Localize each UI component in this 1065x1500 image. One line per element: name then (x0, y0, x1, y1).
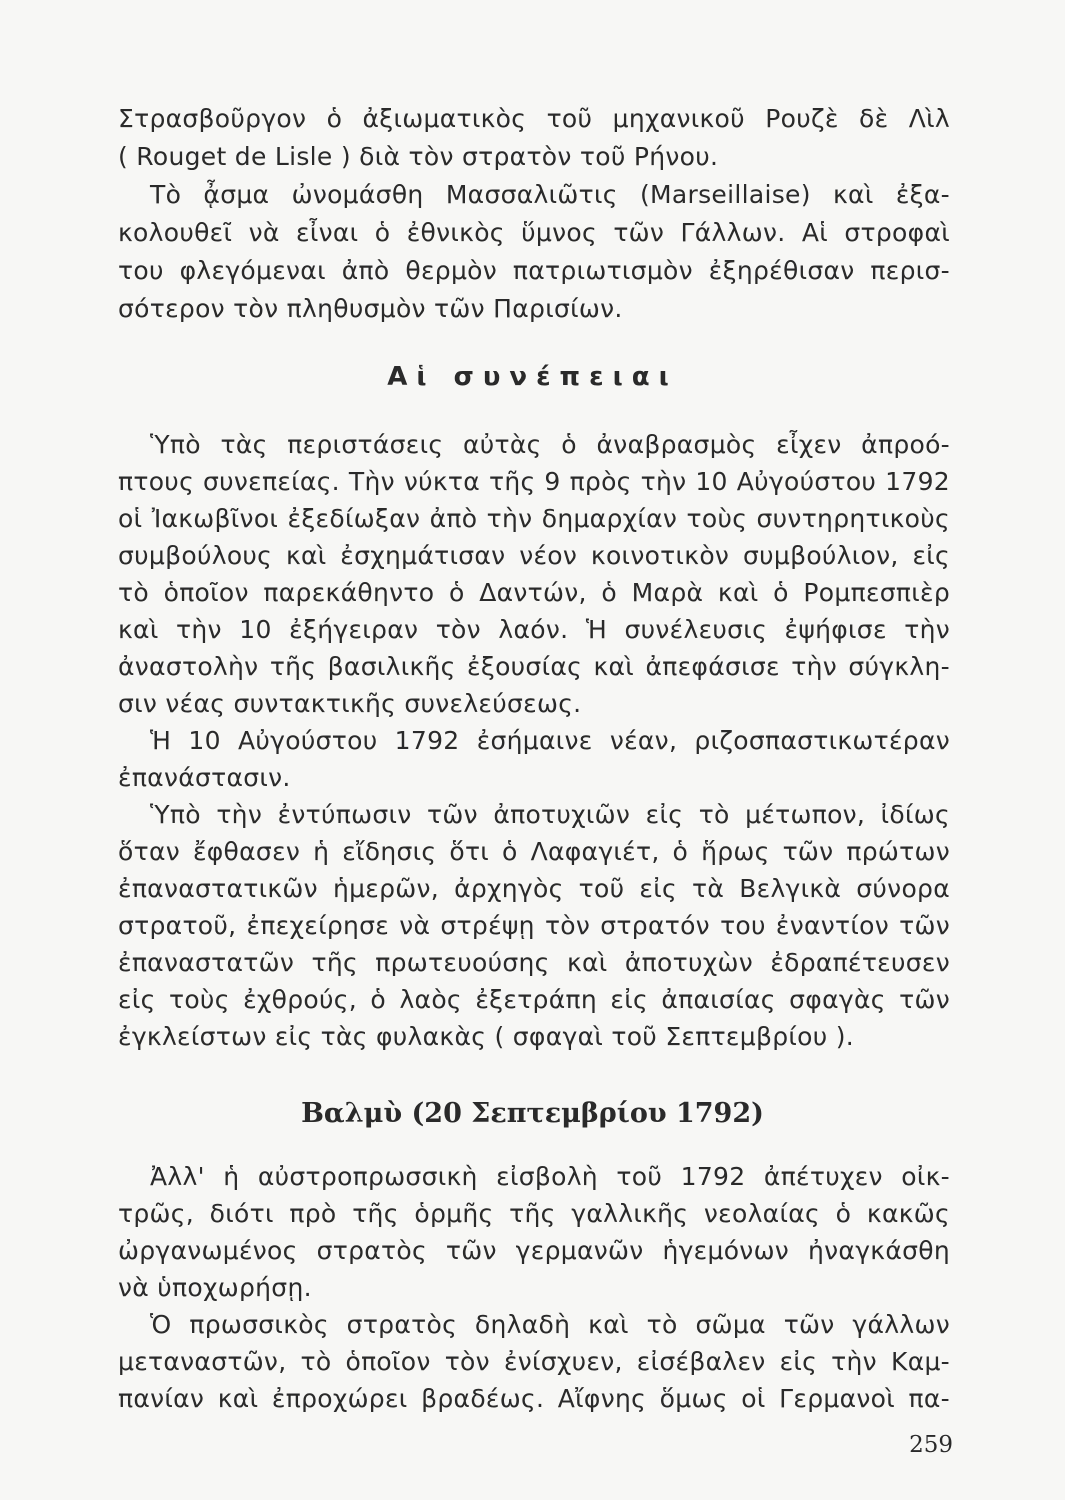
page-number: 259 (909, 1432, 953, 1458)
text-line: κολουθεῖ νὰ εἶναι ὁ ἐθνικὸς ὕμνος τῶν Γάλλων. Αἱ στροφαὶ (118, 218, 950, 247)
text-line: Τὸ ᾆσμα ὠνομάσθη Μασσαλιῶτις (Marseillaise) καὶ ἐξα- (150, 180, 950, 209)
text-line: σότερον τὸν πληθυσμὸν τῶν Παρισίων. (118, 294, 623, 323)
text-line: τρῶς, διότι πρὸ τῆς ὁρμῆς τῆς γαλλικῆς νεολαίας ὁ κακῶς (118, 1199, 950, 1228)
text-line: ἀναστολὴν τῆς βασιλικῆς ἐξουσίας καὶ ἀπεφάσισε τὴν σύγκλη- (118, 652, 950, 681)
text-line: ὅταν ἔφθασεν ἡ εἴδησις ὅτι ὁ Λαφαγιέτ, ὁ ἥρως τῶν πρώτων (118, 837, 950, 866)
text-line: πανίαν καὶ ἐπροχώρει βραδέως. Αἴφνης ὅμως οἱ Γερμανοὶ πα- (118, 1384, 950, 1413)
text-line: νὰ ὑποχωρήσῃ. (118, 1273, 312, 1302)
text-line: Ὑπὸ τὰς περιστάσεις αὐτὰς ὁ ἀναβρασμὸς εἶχεν ἀπροό- (150, 430, 950, 459)
text-line: ἐπαναστατῶν τῆς πρωτευούσης καὶ ἀποτυχὼν ἐδραπέτευσεν (118, 948, 950, 977)
text-line: ὠργανωμένος στρατὸς τῶν γερμανῶν ἡγεμόνων ἠναγκάσθη (118, 1236, 950, 1265)
text-line: ( Rouget de Lisle ) διὰ τὸν στρατὸν τοῦ Ρήνου. (118, 142, 719, 171)
text-line: στρατοῦ, ἐπεχείρησε νὰ στρέψῃ τὸν στρατόν του ἐναντίον τῶν (118, 911, 950, 940)
text-line: εἰς τοὺς ἐχθρούς, ὁ λαὸς ἐξετράπη εἰς ἀπαισίας σφαγὰς τῶν (118, 985, 950, 1014)
text-line: οἱ Ἰακωβῖνοι ἐξεδίωξαν ἀπὸ τὴν δημαρχίαν τοὺς συντηρητικοὺς (118, 504, 950, 533)
text-line: καὶ τὴν 10 ἐξήγειραν τὸν λαόν. Ἡ συνέλευσις ἐψήφισε τὴν (118, 615, 950, 644)
text-line: ἐπανάστασιν. (118, 763, 291, 792)
text-line: Στρασβοῦργον ὁ ἀξιωματικὸς τοῦ μηχανικοῦ Ρουζὲ δὲ Λὶλ (118, 104, 950, 133)
text-line: τὸ ὁποῖον παρεκάθηντο ὁ Δαντών, ὁ Μαρὰ καὶ ὁ Ρομπεσπιὲρ (118, 578, 950, 607)
section-heading: Βαλμὺ (20 Σεπτεμβρίου 1792) (301, 1098, 764, 1129)
text-line: ἐπαναστατικῶν ἡμερῶν, ἀρχηγὸς τοῦ εἰς τὰ Βελγικὰ σύνορα (118, 874, 950, 903)
text-line: μεταναστῶν, τὸ ὁποῖον τὸν ἐνίσχυεν, εἰσέβαλεν εἰς τὴν Καμ- (118, 1347, 950, 1376)
text-line: του φλεγόμεναι ἀπὸ θερμὸν πατριωτισμὸν ἐξηρέθισαν περισ- (118, 256, 950, 285)
text-line: Ὑπὸ τὴν ἐντύπωσιν τῶν ἀποτυχιῶν εἰς τὸ μέτωπον, ἰδίως (150, 800, 950, 829)
section-heading: Αἱ συνέπειαι (387, 362, 678, 392)
text-line: ἐγκλείστων εἰς τὰς φυλακὰς ( σφαγαὶ τοῦ Σεπτεμβρίου ). (118, 1022, 855, 1051)
text-line: συμβούλους καὶ ἐσχημάτισαν νέον κοινοτικὸν συμβούλιον, εἰς (118, 541, 950, 570)
text-line: Ἀλλ' ἡ αὐστροπρωσσικὴ εἰσβολὴ τοῦ 1792 ἀπέτυχεν οἰκ- (150, 1162, 950, 1191)
text-line: Ὁ πρωσσικὸς στρατὸς δηλαδὴ καὶ τὸ σῶμα τῶν γάλλων (150, 1310, 950, 1339)
text-line: Ἡ 10 Αὐγούστου 1792 ἐσήμαινε νέαν, ριζοσπαστικωτέραν (150, 726, 950, 755)
text-line: πτους συνεπείας. Τὴν νύκτα τῆς 9 πρὸς τὴν 10 Αὐγούστου 1792 (118, 467, 950, 496)
text-line: σιν νέας συντακτικῆς συνελεύσεως. (118, 689, 582, 718)
